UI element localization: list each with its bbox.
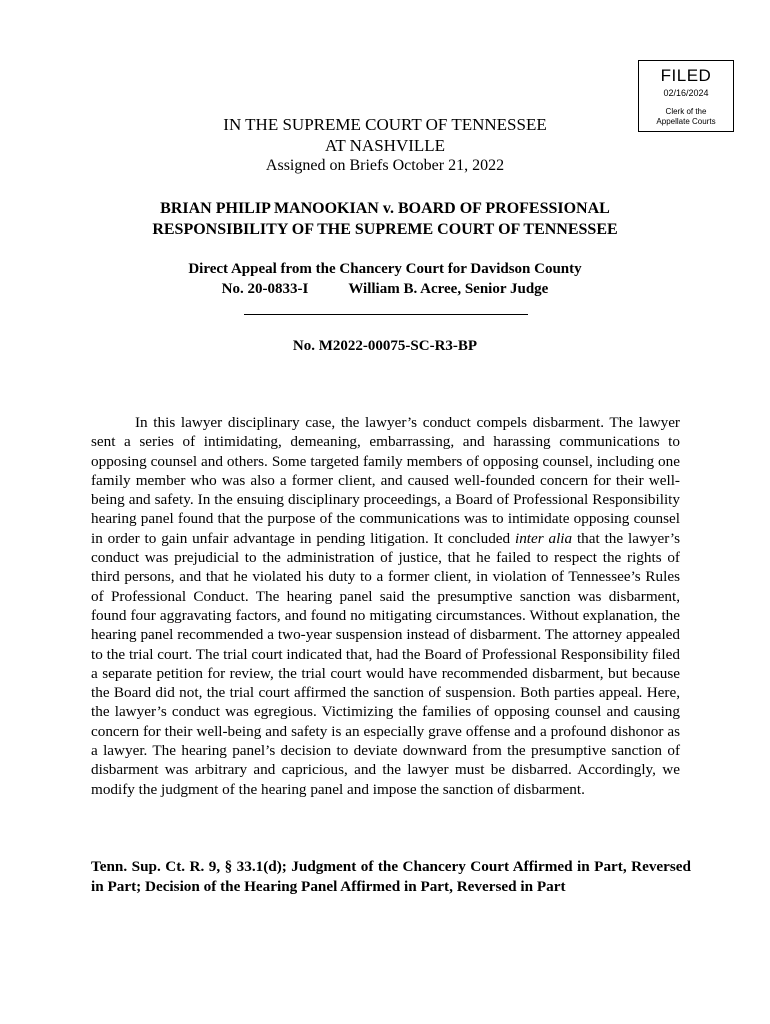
court-location: AT NASHVILLE: [324, 136, 446, 155]
case-summary-part1: In this lawyer disciplinary case, the lawyer’s conduct compels disbarment. The lawyer sent a series of intimidating, demeaning, embarrassing, and harassing communications to opposing counsel and others. Some targeted family members of opposing counsel, including one family member who was also a former client, and caused well-founded concern for their well-being and safety. In the ensuing disciplinary proceedings, a Board of Professional Responsibility hearing panel found that the purpose of the communications was to intimidate opposing counsel in order to gain unfair advantage in pending litigation. It concluded: [91, 414, 680, 547]
filed-stamp-clerk-line1: Clerk of the: [665, 107, 707, 116]
court-heading: [0, 114, 770, 156]
case-holding: Tenn. Sup. Ct. R. 9, § 33.1(d); Judgment of the Chancery Court Affirmed in Part, Reversed in Part; Decision of the Hearing Panel Affirmed in Part, Reversed in Part: [91, 858, 691, 895]
case-summary: [91, 413, 680, 799]
case-caption-line2: RESPONSIBILITY OF THE SUPREME COURT OF TENNESSEE: [152, 221, 618, 238]
trial-case-number: No. 20-0833-I: [221, 281, 309, 297]
docket-number: No. M2022-00075-SC-R3-BP: [292, 338, 478, 354]
divider-rule: [244, 314, 528, 315]
case-summary-part2: that the lawyer’s conduct was prejudicial to the administration of justice, that he failed to respect the rights of third persons, and that he violated his duty to a former client, in violation of Tennessee’s Rules of Professional Conduct. The hearing panel said the presumptive sanction was disbarment, found four aggravating factors, and found no mitigating circumstances. Without explanation, the hearing panel recommended a two-year suspension instead of disbarment. The attorney appealed to the trial court. The trial court indicated that, had the Board of Professional Responsibility filed a separate petition for review, the trial court would have recommended disbarment, but because the Board did not, the trial court affirmed the sanction of suspension. Both parties appeal. Here, the lawyer’s conduct was egregious. Victimizing the families of opposing counsel and causing concern for their well-being and safety is an especially grave offense and a profound dishonor as a lawyer. The hearing panel’s decision to deviate downward from the presumptive sanction of disbarment was arbitrary and capricious, and the lawyer must be disbarred. Accordingly, we modify the judgment of the hearing panel and impose the sanction of disbarment.: [91, 529, 680, 798]
case-caption-line1: BRIAN PHILIP MANOOKIAN v. BOARD OF PROFESSIONAL: [160, 200, 610, 217]
appeal-info: [0, 259, 770, 299]
filed-stamp-date: 02/16/2024: [663, 88, 709, 98]
filed-stamp-title: FILED: [660, 66, 712, 85]
appeal-case-line: [0, 279, 770, 299]
appeal-origin: Direct Appeal from the Chancery Court for Davidson County: [188, 261, 582, 277]
assigned-date: Assigned on Briefs October 21, 2022: [265, 157, 505, 174]
case-summary-latin-term: inter alia: [514, 529, 573, 547]
court-name: IN THE SUPREME COURT OF TENNESSEE: [223, 115, 547, 134]
filed-stamp-clerk-line2: Appellate Courts: [656, 117, 716, 126]
trial-judge: William B. Acree, Senior Judge: [348, 281, 549, 297]
case-caption: [0, 198, 770, 240]
